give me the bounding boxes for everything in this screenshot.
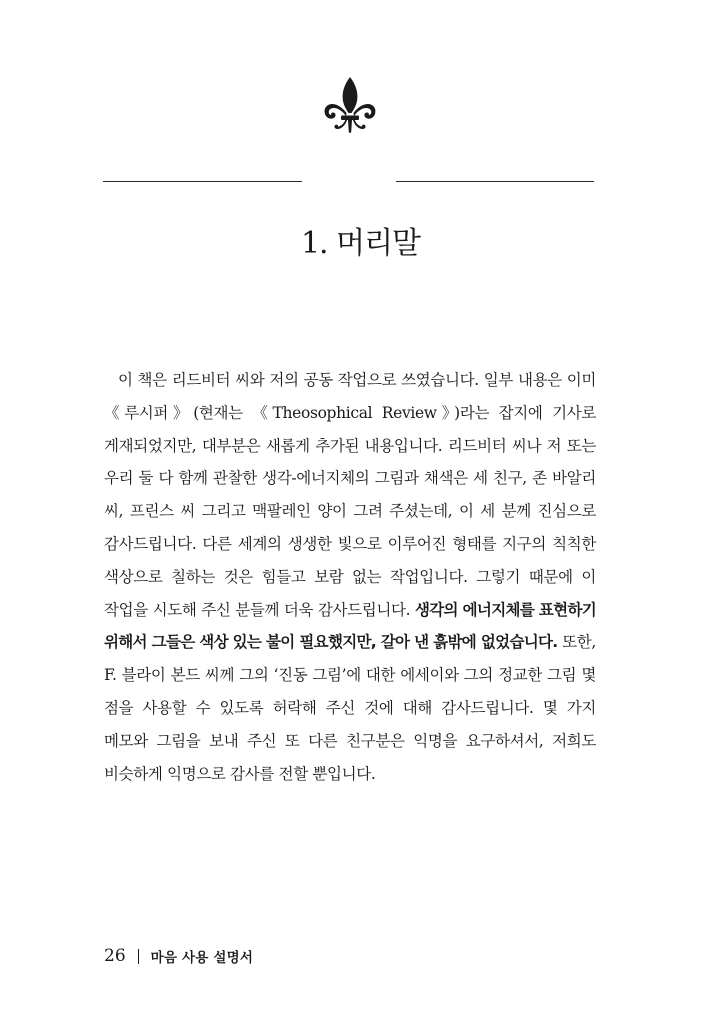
footer-divider (138, 949, 139, 964)
page-footer (104, 944, 253, 968)
page-number: 26 (104, 946, 126, 966)
running-book-title: 마음 사용 설명서 (150, 950, 254, 966)
body-text-intro: 이 책은 리드비터 씨와 저의 공동 작업으로 쓰였습니다. 일부 내용은 이미 《루시퍼》(현재는 《Theosophical Review》)라는 잡지에 기사로 게재되었지만, 대부분은 새롭게 추가된 내용입니다. 리드비터 씨나 저 또는 우리 둘 다 함께 관찰한 생각-에너지체의 그림과 채색은 세 친구, 존 바알리 씨, 프린스 씨 그리고 맥팔레인 양이 그려 주셨는데, 이 세 분께 진심으로 감사드립니다. 다른 세계의 생생한 빛으로 이루어진 형태를 지구의 칙칙한 색상으로 칠하는 것은 힘들고 보람 없는 작업입니다. 그렇기 때문에 이 작업을 시도해 주신 분들께 더욱 감사드립니다. (104, 371, 596, 619)
body-paragraph (104, 364, 596, 790)
body-text-conclusion: 또한, F. 블라이 본드 씨께 그의 ‘진동 그림’에 대한 에세이와 그의 정교한 그림 몇 점을 사용할 수 있도록 허락해 주신 것에 대해 감사드립니다. 몇 가지 메모와 그림을 보내 주신 또 다른 친구분은 익명을 요구하셔서, 저희도 비슷하게 익명으로 감사를 전할 뿐입니다. (104, 633, 596, 783)
ornament-rule-right (396, 181, 594, 182)
fleur-de-lis-icon (322, 76, 378, 134)
header-ornament (0, 76, 721, 136)
body-text-emphasis: 생각의 에너지체를 표현하기 위해서 그들은 색상 있는 불이 필요했지만, 갈아 낸 흙밖에 없었습니다. (104, 600, 596, 652)
chapter-title: 1. 머리말 (300, 226, 421, 261)
ornament-rule-left (103, 181, 302, 182)
